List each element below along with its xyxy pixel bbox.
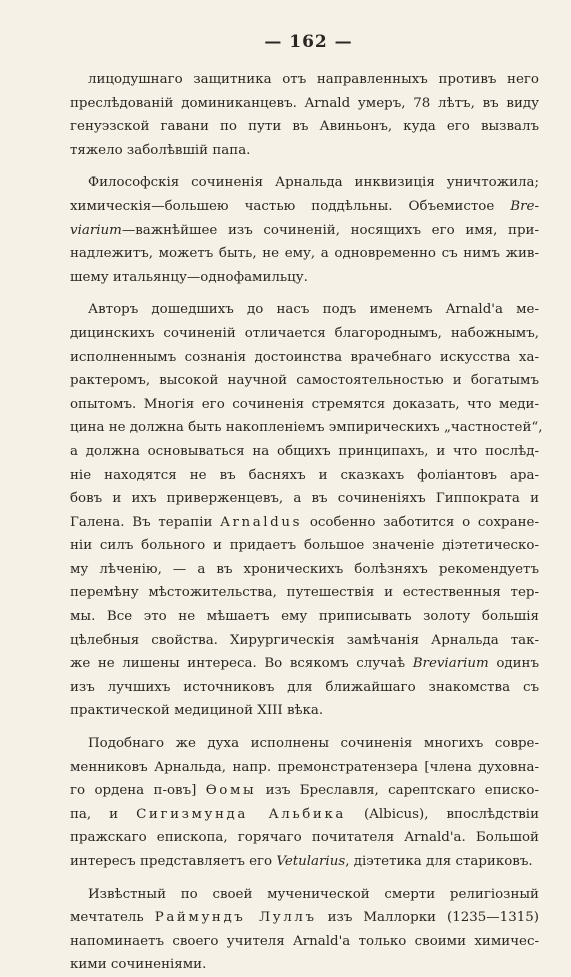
text-line: лицодушнаго защитника отъ направленныхъ противъ него: [88, 72, 539, 87]
text-line: Авторъ дошедшихъ до насъ подъ именемъ Arnald'а ме-: [88, 302, 539, 318]
text-line: химическія—большею частью поддѣльны. Объемистое Bre-: [70, 198, 539, 214]
text-line: преслѣдованій доминиканцевъ. Arnald умеръ, 78 лѣтъ, въ виду: [70, 95, 539, 111]
text-line: бовъ и ихъ приверженцевъ, а въ сочиненіяхъ Гиппократа и: [70, 491, 539, 507]
text-line: цина не должна быть накопленіемъ эмпирическихъ „частностей“,: [70, 420, 543, 436]
text-line: мы. Все это не мѣшаетъ ему приписывать золоту большія: [70, 609, 539, 625]
text-body: [70, 68, 543, 977]
text-line: Галена. Въ терапіи Arnaldus особенно заботится о сохране-: [70, 514, 539, 530]
text-line: Извѣстный по своей мученической смерти религіозный: [88, 886, 539, 902]
text-line: опытомъ. Многія его сочиненія стремятся доказать, что меди-: [70, 396, 539, 412]
text-line: надлежитъ, можетъ быть, не ему, а одновременно съ нимъ жив-: [70, 246, 539, 262]
text-line: кими сочиненіями.: [70, 957, 207, 973]
text-line: го ордена п-овъ] Ѳомы изъ Бреславля, сарептскаго еписко-: [70, 783, 539, 799]
paragraph: [70, 732, 539, 874]
text-line: viarium—важнѣйшее изъ сочиненій, носящихъ его имя, при-: [70, 222, 539, 238]
text-line: рактеромъ, высокой научной самостоятельностью и богатымъ: [70, 373, 539, 389]
text-line: ніи силъ больного и придаетъ большое значеніе діэтетическо-: [70, 538, 539, 554]
text-line: шему итальянцу—однофамильцу.: [70, 269, 308, 285]
text-line: напоминаетъ своего учителя Arnald'а только своими химичес-: [70, 933, 539, 949]
text-line: пражскаго епископа, горячаго почитателя Arnald'а. Большой: [70, 830, 539, 846]
text-line: мечтатель Раймундъ Луллъ изъ Маллорки (1235—1315): [70, 910, 539, 926]
text-line: менниковъ Арнальда, напр. премонстратензера [члена духовна-: [70, 759, 539, 775]
text-line: а должна основываться на общихъ принципахъ, и что послѣд-: [70, 443, 539, 459]
text-line: генуэзской гавани по пути въ Авиньонъ, куда его вызвалъ: [70, 119, 539, 135]
text-line: Философскія сочиненія Арнальда инквизиція уничтожила;: [88, 175, 539, 191]
paragraph: [70, 171, 539, 289]
text-line: исполненнымъ сознанія достоинства врачебнаго искусства ха-: [70, 349, 539, 365]
text-line: изъ лучшихъ источниковъ для ближайшаго знакомства съ: [70, 679, 539, 695]
text-line: дицинскихъ сочиненій отличается благороднымъ, набожнымъ,: [70, 325, 539, 341]
page-number: — 162 —: [264, 32, 353, 52]
paragraph: [70, 68, 539, 162]
text-line: Подобнаго же духа исполнены сочиненія многихъ совре-: [88, 736, 539, 752]
text-line: же не лишены интереса. Во всякомъ случаѣ Breviarium одинъ: [70, 656, 540, 672]
text-line: тяжело заболѣвшій папа.: [70, 142, 251, 158]
paragraph: [70, 298, 543, 723]
text-line: практической медициной XIII вѣка.: [70, 703, 324, 719]
text-line: па, и Сигизмунда Альбика (Albicus), впослѣдствіи: [70, 806, 540, 822]
text-line: му лѣченію, — а въ хроническихъ болѣзняхъ рекомендуетъ: [70, 561, 539, 577]
text-line: цѣлебныя свойства. Хирургическія замѣчанія Арнальда так-: [70, 632, 539, 648]
text-line: ніе находятся не въ басняхъ и сказкахъ фоліантовъ ара-: [70, 467, 539, 483]
text-line: интересъ представляетъ его Vetularius, діэтетика для стариковъ.: [70, 854, 533, 869]
paragraph: [70, 883, 539, 977]
text-line: перемѣну мѣстожительства, путешествія и естественныя тер-: [70, 585, 539, 601]
